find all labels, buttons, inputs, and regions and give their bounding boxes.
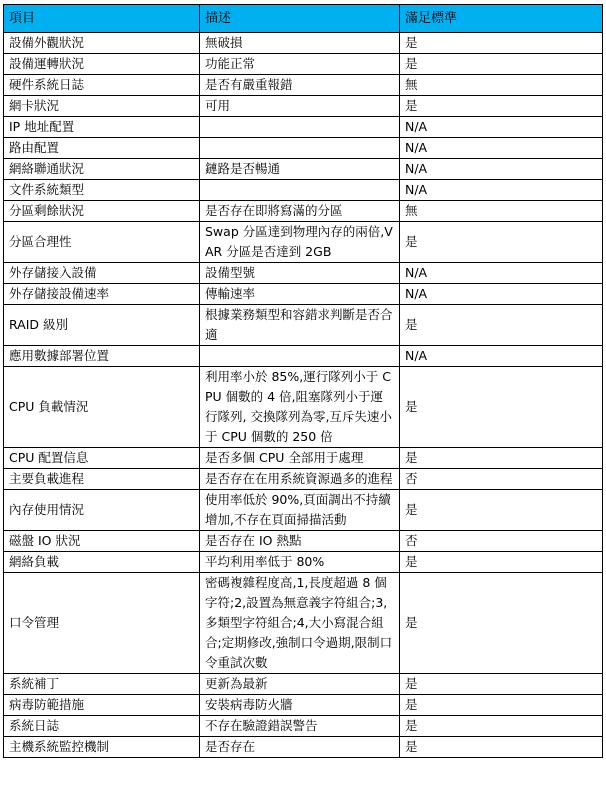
table-row [4, 695, 603, 716]
row-item-cell: 口令管理 [4, 573, 200, 674]
row-item-cell: 路由配置 [4, 138, 200, 159]
row-meets-standard-cell: 否 [400, 469, 603, 490]
table-row [4, 96, 603, 117]
row-description-cell: 可用 [200, 96, 400, 117]
row-meets-standard-cell: 否 [400, 531, 603, 552]
row-meets-standard-cell: N/A [400, 180, 603, 201]
row-item-cell: 網卡狀況 [4, 96, 200, 117]
table-row [4, 716, 603, 737]
row-meets-standard-cell: N/A [400, 346, 603, 367]
row-description-cell [200, 346, 400, 367]
row-description-cell [200, 180, 400, 201]
row-meets-standard-cell: 是 [400, 96, 603, 117]
row-meets-standard-cell: 是 [400, 573, 603, 674]
table-row [4, 367, 603, 448]
row-description-cell: 不存在驗證錯誤警告 [200, 716, 400, 737]
row-item-cell: 磁盤 IO 狀況 [4, 531, 200, 552]
row-description-cell: 是否有嚴重報錯 [200, 75, 400, 96]
table-row [4, 305, 603, 346]
row-item-cell: CPU 配置信息 [4, 448, 200, 469]
row-item-cell: 應用數據部署位置 [4, 346, 200, 367]
table-row [4, 201, 603, 222]
table-row [4, 33, 603, 54]
row-description-cell: 無破損 [200, 33, 400, 54]
row-meets-standard-cell: N/A [400, 284, 603, 305]
row-meets-standard-cell: 是 [400, 33, 603, 54]
row-description-cell: 功能正常 [200, 54, 400, 75]
row-item-cell: 設備運轉狀況 [4, 54, 200, 75]
row-meets-standard-cell: 是 [400, 222, 603, 263]
row-item-cell: RAID 級別 [4, 305, 200, 346]
table-row [4, 573, 603, 674]
row-meets-standard-cell: 是 [400, 305, 603, 346]
row-item-cell: 系統補丁 [4, 674, 200, 695]
row-item-cell: 內存使用情況 [4, 490, 200, 531]
table-row [4, 346, 603, 367]
row-item-cell: 病毒防範措施 [4, 695, 200, 716]
table-row [4, 448, 603, 469]
table-row [4, 531, 603, 552]
row-item-cell: 系統日誌 [4, 716, 200, 737]
row-meets-standard-cell: 是 [400, 448, 603, 469]
row-item-cell: 設備外觀狀況 [4, 33, 200, 54]
table-row [4, 222, 603, 263]
row-meets-standard-cell: 是 [400, 552, 603, 573]
row-item-cell: 硬件系統日誌 [4, 75, 200, 96]
row-item-cell: 外存儲接設備速率 [4, 284, 200, 305]
row-meets-standard-cell: 是 [400, 490, 603, 531]
row-description-cell: 更新為最新 [200, 674, 400, 695]
row-description-cell: 利用率小於 85%,運行隊列小于 CPU 個數的 4 倍,阻塞隊列小于運行隊列, 交換隊列為零,互斥失速小于 CPU 個數的 250 倍 [200, 367, 400, 448]
table-row [4, 737, 603, 758]
row-item-cell: 分區剩餘狀況 [4, 201, 200, 222]
row-meets-standard-cell: 是 [400, 54, 603, 75]
row-item-cell: 網絡聯通狀況 [4, 159, 200, 180]
row-description-cell: 是否存在在用系統資源過多的進程 [200, 469, 400, 490]
row-description-cell: 鏈路是否暢通 [200, 159, 400, 180]
header-description: 描述 [200, 5, 400, 33]
row-description-cell [200, 138, 400, 159]
row-meets-standard-cell: N/A [400, 138, 603, 159]
row-description-cell: 根據業務類型和容錯求判斷是否合適 [200, 305, 400, 346]
header-row [4, 5, 603, 33]
row-item-cell: CPU 負載情況 [4, 367, 200, 448]
row-meets-standard-cell: 是 [400, 367, 603, 448]
table-row [4, 138, 603, 159]
row-description-cell: 密碼複雜程度高,1,長度超過 8 個字符;2,設置為無意義字符組合;3,多類型字符組合;4,大小寫混合組合;定期修改,強制口令過期,限制口令重試次數 [200, 573, 400, 674]
row-description-cell: 是否存在 [200, 737, 400, 758]
row-description-cell: Swap 分區達到物理內存的兩倍,VAR 分區是否達到 2GB [200, 222, 400, 263]
row-meets-standard-cell: N/A [400, 263, 603, 284]
row-meets-standard-cell: N/A [400, 159, 603, 180]
table-row [4, 490, 603, 531]
table-row [4, 180, 603, 201]
header-meets-standard: 滿足標準 [400, 5, 603, 33]
row-meets-standard-cell: 是 [400, 674, 603, 695]
row-meets-standard-cell: 無 [400, 201, 603, 222]
row-description-cell: 設備型號 [200, 263, 400, 284]
row-item-cell: 主機系統監控機制 [4, 737, 200, 758]
row-description-cell: 是否存在即將寫滿的分區 [200, 201, 400, 222]
row-item-cell: 文件系統類型 [4, 180, 200, 201]
row-meets-standard-cell: 是 [400, 737, 603, 758]
table-row [4, 159, 603, 180]
table-row [4, 54, 603, 75]
header-item: 項目 [4, 5, 200, 33]
row-description-cell: 安裝病毒防火牆 [200, 695, 400, 716]
row-meets-standard-cell: 是 [400, 716, 603, 737]
row-description-cell: 傳輸速率 [200, 284, 400, 305]
table-row [4, 674, 603, 695]
checklist-table [3, 4, 603, 758]
table-row [4, 117, 603, 138]
row-description-cell: 是否存在 IO 熱點 [200, 531, 400, 552]
row-item-cell: 分區合理性 [4, 222, 200, 263]
row-meets-standard-cell: N/A [400, 117, 603, 138]
row-description-cell [200, 117, 400, 138]
row-item-cell: IP 地址配置 [4, 117, 200, 138]
table-row [4, 552, 603, 573]
row-item-cell: 網絡負載 [4, 552, 200, 573]
table-row [4, 263, 603, 284]
row-meets-standard-cell: 是 [400, 695, 603, 716]
row-description-cell: 平均利用率低于 80% [200, 552, 400, 573]
row-description-cell: 使用率低於 90%,頁面調出不持續增加,不存在頁面掃描活動 [200, 490, 400, 531]
row-item-cell: 主要負載進程 [4, 469, 200, 490]
row-description-cell: 是否多個 CPU 全部用于處理 [200, 448, 400, 469]
table-row [4, 469, 603, 490]
table-row [4, 75, 603, 96]
table-row [4, 284, 603, 305]
row-meets-standard-cell: 無 [400, 75, 603, 96]
row-item-cell: 外存儲接入設備 [4, 263, 200, 284]
